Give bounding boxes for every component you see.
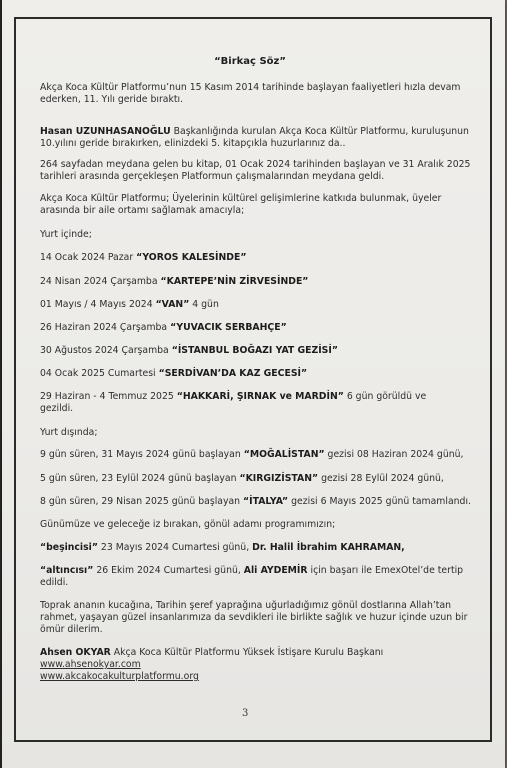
abroad-post: gezisi 6 Mayıs 2025 günü tamamlandı. bbox=[288, 496, 471, 507]
founder-paragraph bbox=[40, 126, 480, 150]
website-link-1[interactable]: www.ahsenokyar.com bbox=[40, 659, 141, 670]
domestic-event: “YOROS KALESİNDE” bbox=[136, 252, 247, 263]
domestic-date: 01 Mayıs / 4 Mayıs 2024 bbox=[40, 299, 156, 310]
abroad-pre: 5 gün süren, 23 Eylül 2024 günü başlayan bbox=[40, 473, 240, 484]
book-page bbox=[2, 0, 505, 768]
intro-paragraph: Akça Koca Kültür Platformu’nun 15 Kasım 2014 tarihinde başlayan faaliyetleri hızla devam ederken, 11. Yılı geride bıraktı. bbox=[40, 82, 461, 105]
abroad-heading: Yurt dışında; bbox=[40, 427, 98, 438]
fifth-program bbox=[40, 542, 480, 554]
domestic-date: 04 Ocak 2025 Cumartesi bbox=[40, 368, 159, 379]
founder-name: Hasan UZUNHASANOĞLU bbox=[40, 126, 171, 137]
website-line bbox=[40, 671, 480, 683]
domestic-date: 24 Nisan 2024 Çarşamba bbox=[40, 276, 161, 287]
fifth-guest: Dr. Halil İbrahim KAHRAMAN, bbox=[252, 542, 405, 553]
founder-text: Başkanlığında kurulan Akça Koca Kültür Platformu, kuruluşunun 10.yılını geride bırakırken, elinizdeki 5. kitapçıkla huzurlarınız da.. bbox=[40, 126, 469, 149]
sixth-date: 26 Ekim 2024 Cumartesi günü, bbox=[93, 565, 244, 576]
purpose-paragraph: Akça Koca Kültür Platformu; Üyelerinin kültürel gelişimlerine katkıda bulunmak, üyeler arasında bir aile ortamı sağlamak amacıyla; bbox=[40, 193, 442, 216]
signature-line bbox=[40, 647, 480, 659]
domestic-event: “SERDİVAN’DA KAZ GECESİ” bbox=[158, 368, 308, 379]
domestic-heading: Yurt içinde; bbox=[40, 229, 92, 240]
domestic-item bbox=[40, 299, 480, 311]
domestic-event: “İSTANBUL BOĞAZI YAT GEZİSİ” bbox=[171, 345, 338, 356]
abroad-pre: 8 gün süren, 29 Nisan 2025 günü başlayan bbox=[40, 496, 244, 507]
domestic-item bbox=[40, 276, 480, 288]
domestic-item bbox=[40, 345, 480, 357]
signature-name: Ahsen OKYAR bbox=[40, 647, 111, 658]
closing-paragraph: Toprak ananın kucağına, Tarihin şeref yaprağına uğurladığımız gönül dostlarına Allah’tan rahmet, yaşayan güzel insanlarımıza da sevdikleri ile birlikte sağlık ve huzur içinde uzun bir ömür dilerim. bbox=[40, 600, 468, 635]
abroad-event: “İTALYA” bbox=[243, 496, 289, 507]
website-link-2[interactable]: www.akcakocakulturplatformu.org bbox=[40, 671, 199, 682]
abroad-post: gezisi 28 Eylül 2024 günü, bbox=[318, 473, 444, 484]
abroad-event: “KIRGIZİSTAN” bbox=[239, 473, 319, 484]
abroad-event: “MOĞALİSTAN” bbox=[243, 449, 325, 460]
book-paragraph: 264 sayfadan meydana gelen bu kitap, 01 Ocak 2024 tarihinden başlayan ve 31 Aralık 2025 tarihleri arasında gerçekleşen Platformun çalışmalarından meydana geldi. bbox=[40, 159, 471, 182]
fifth-date: 23 Mayıs 2024 Cumartesi günü, bbox=[97, 542, 253, 553]
sixth-text: için başarı ile EmexOtel’de tertip edildi. bbox=[40, 565, 464, 588]
abroad-item bbox=[40, 449, 480, 461]
domestic-item bbox=[40, 368, 480, 380]
domestic-item bbox=[40, 252, 480, 264]
program-paragraph: Günümüze ve geleceğe iz bırakan, gönül adamı programımızın; bbox=[40, 519, 336, 530]
domestic-event: “HAKKARİ, ŞIRNAK ve MARDİN” bbox=[176, 391, 344, 402]
abroad-item bbox=[40, 473, 480, 485]
abroad-item bbox=[40, 496, 480, 508]
website-line bbox=[40, 659, 480, 671]
domestic-item bbox=[40, 391, 460, 415]
page-number: 3 bbox=[242, 708, 249, 719]
page-title: “Birkaç Söz” bbox=[214, 56, 286, 67]
sixth-guest: Ali AYDEMİR bbox=[243, 565, 308, 576]
domestic-date: 30 Ağustos 2024 Çarşamba bbox=[40, 345, 172, 356]
sixth-program bbox=[40, 565, 480, 589]
domestic-date: 29 Haziran - 4 Temmuz 2025 bbox=[40, 391, 177, 402]
domestic-date: 14 Ocak 2024 Pazar bbox=[40, 252, 137, 263]
fifth-ordinal: “beşincisi” bbox=[40, 542, 98, 553]
sixth-ordinal: “altıncısı” bbox=[40, 565, 94, 576]
domestic-tail: 6 gün görüldü ve gezildi. bbox=[40, 391, 427, 414]
domestic-tail: 4 gün bbox=[189, 299, 219, 310]
domestic-event: “KARTEPE’NİN ZİRVESİNDE” bbox=[160, 276, 309, 287]
domestic-item bbox=[40, 322, 480, 334]
domestic-event: “VAN” bbox=[155, 299, 190, 310]
abroad-pre: 9 gün süren, 31 Mayıs 2024 günü başlayan bbox=[40, 449, 244, 460]
domestic-date: 26 Haziran 2024 Çarşamba bbox=[40, 322, 171, 333]
signature-role: Akça Koca Kültür Platformu Yüksek İstişare Kurulu Başkanı bbox=[110, 647, 384, 658]
domestic-event: “YUVACIK SERBAHÇE” bbox=[170, 322, 287, 333]
abroad-post: gezisi 08 Haziran 2024 günü, bbox=[324, 449, 464, 460]
